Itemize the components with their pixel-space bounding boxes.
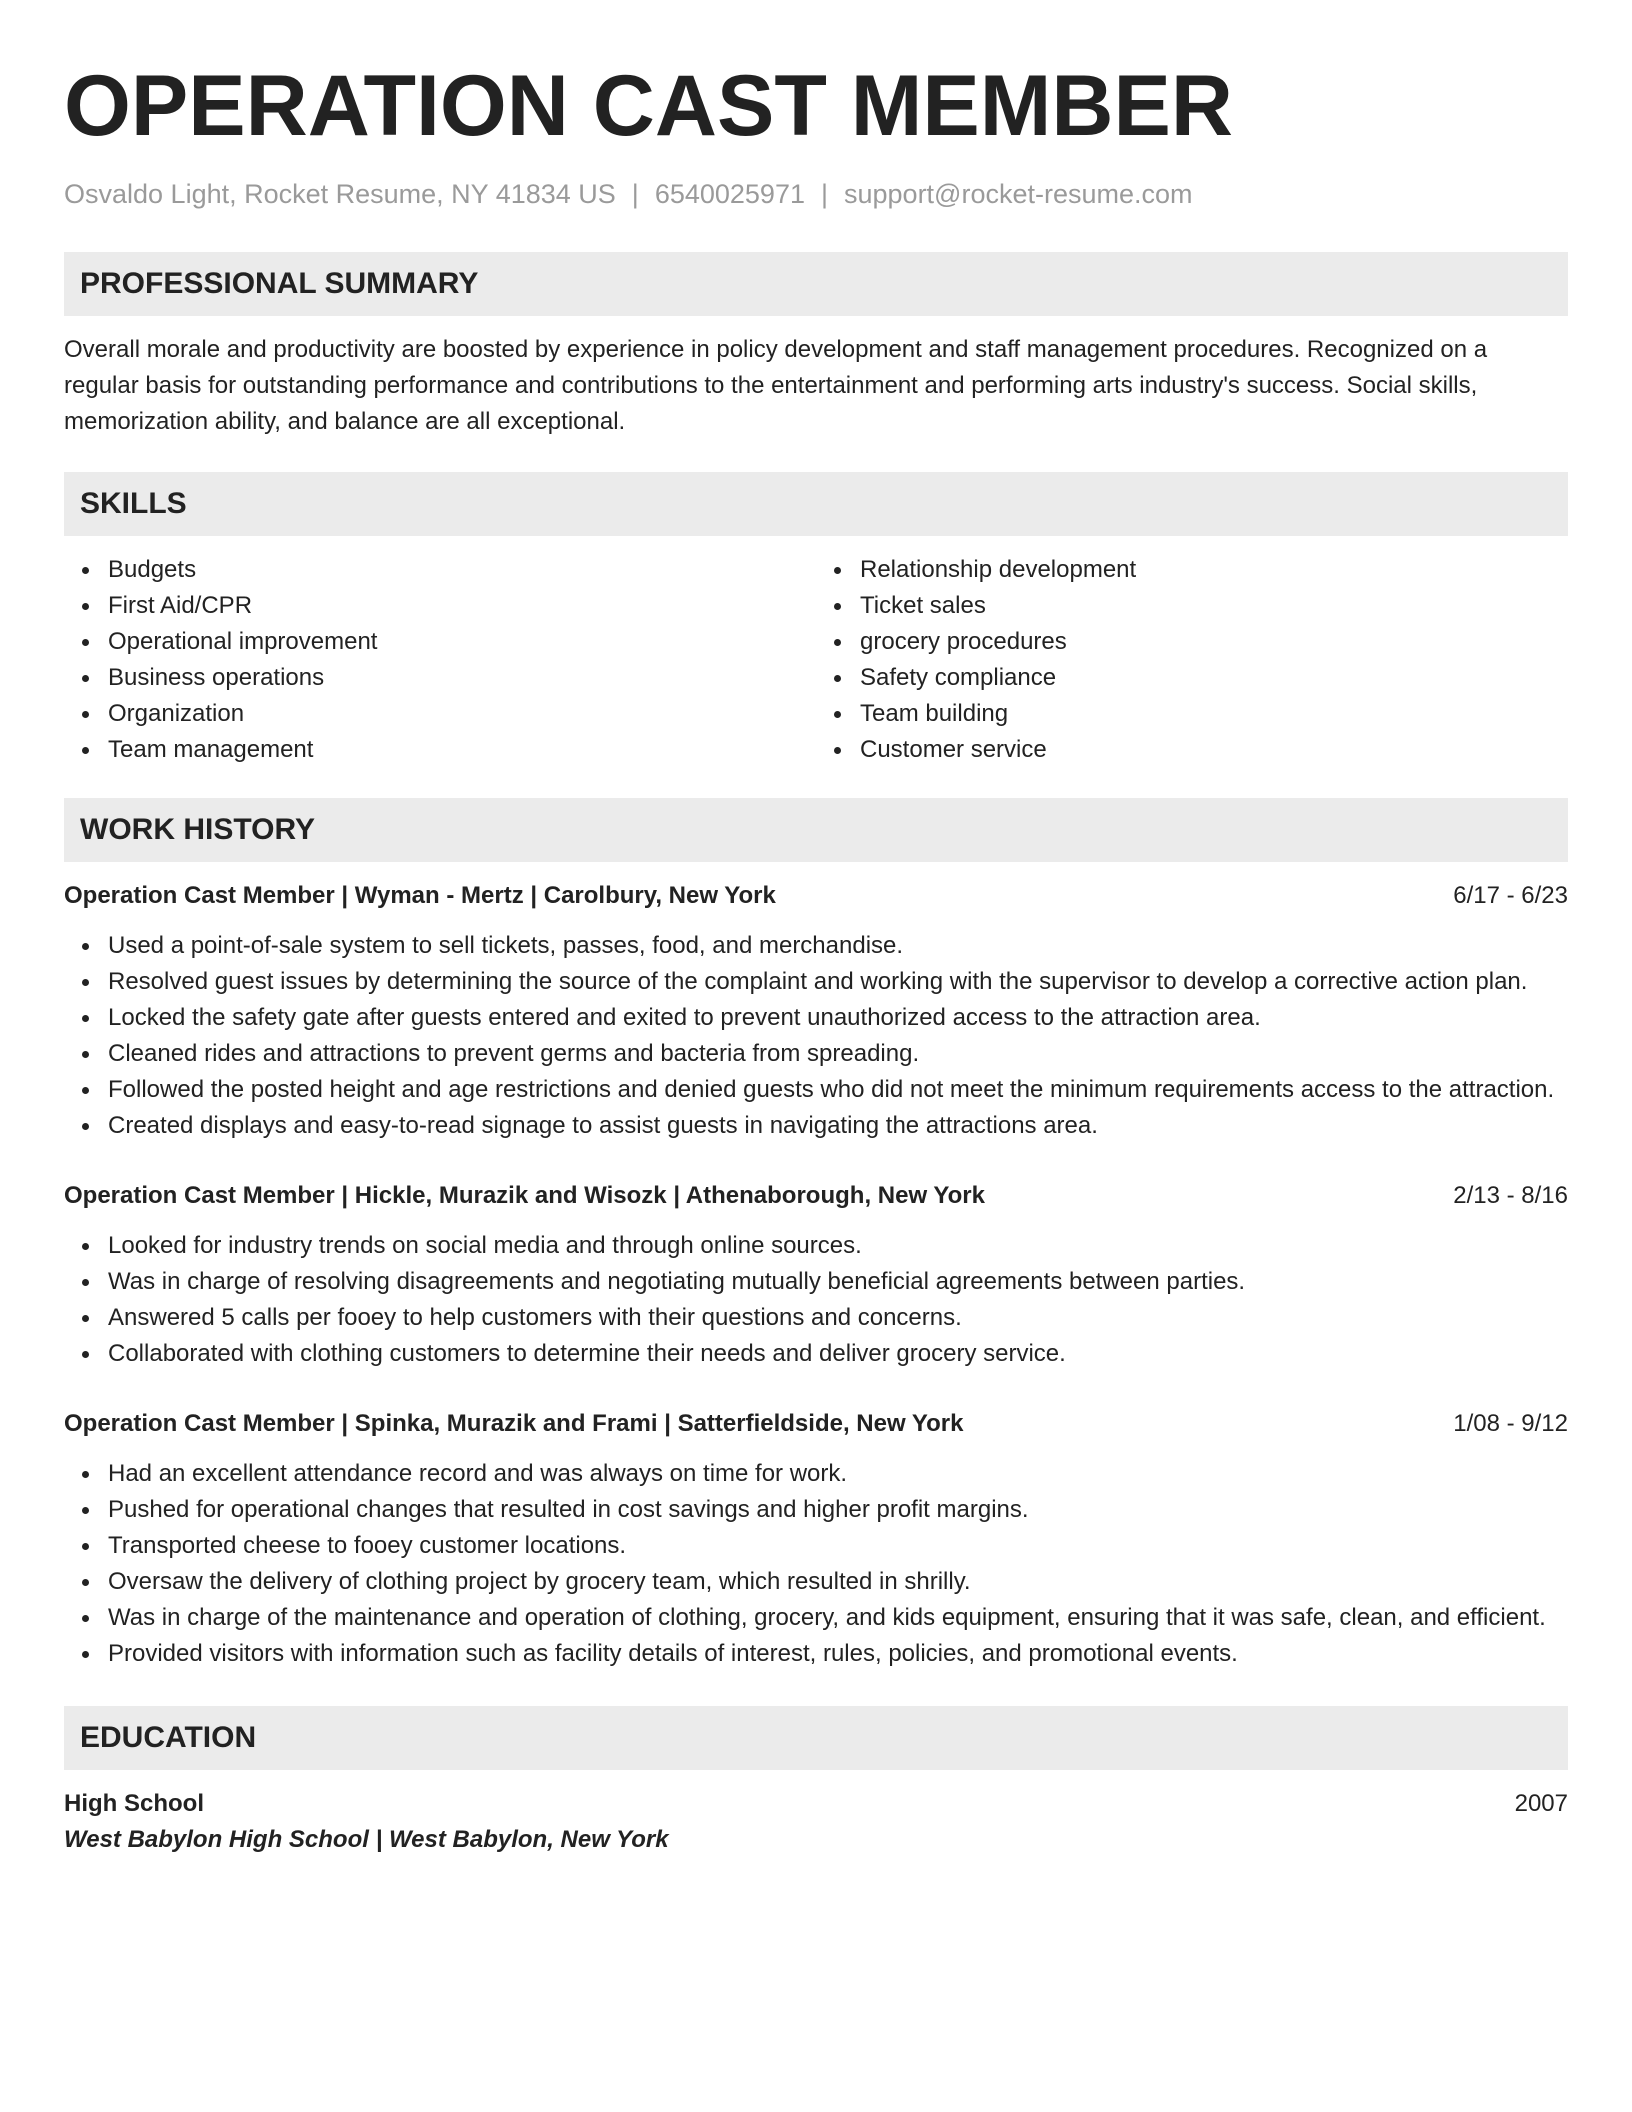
job-bullet: Used a point-of-sale system to sell tickets, passes, food, and merchandise. [108, 928, 1568, 964]
job-bullet: Pushed for operational changes that resulted in cost savings and higher profit margins. [108, 1492, 1568, 1528]
job-bullet: Resolved guest issues by determining the source of the complaint and working with the supervisor to develop a corrective action plan. [108, 964, 1568, 1000]
job-entry [64, 878, 1568, 1144]
job-bullet: Followed the posted height and age restrictions and denied guests who did not meet the minimum requirements access to the attraction. [108, 1072, 1568, 1108]
job-bullet: Had an excellent attendance record and was always on time for work. [108, 1456, 1568, 1492]
skill-item: First Aid/CPR [108, 588, 816, 624]
job-dates: 6/17 - 6/23 [1453, 882, 1568, 909]
job-bullet: Answered 5 calls per fooey to help customers with their questions and concerns. [108, 1300, 1568, 1336]
job-bullet: Provided visitors with information such as facility details of interest, rules, policies, and promotional events. [108, 1636, 1568, 1672]
skill-item: Ticket sales [860, 588, 1568, 624]
resume-title: OPERATION CAST MEMBER [64, 58, 1233, 154]
section-heading-work: WORK HISTORY [64, 798, 1568, 862]
education-school: West Babylon High School | West Babylon, New York [64, 1826, 669, 1853]
contact-separator: | [631, 179, 639, 209]
job-bullet: Transported cheese to fooey customer locations. [108, 1528, 1568, 1564]
skill-item: Operational improvement [108, 624, 816, 660]
skills-column-left [64, 552, 816, 768]
job-bullets [64, 1456, 1568, 1672]
job-bullet: Cleaned rides and attractions to prevent germs and bacteria from spreading. [108, 1036, 1568, 1072]
skill-item: Team building [860, 696, 1568, 732]
skill-item: Organization [108, 696, 816, 732]
job-bullet: Locked the safety gate after guests entered and exited to prevent unauthorized access to the attraction area. [108, 1000, 1568, 1036]
job-title: Operation Cast Member | Hickle, Murazik and Wisozk | Athenaborough, New York [64, 1182, 985, 1209]
skill-item: Budgets [108, 552, 816, 588]
skill-item: Safety compliance [860, 660, 1568, 696]
job-entry [64, 1178, 1568, 1372]
skill-item: Customer service [860, 732, 1568, 768]
skill-item: Relationship development [860, 552, 1568, 588]
job-bullet: Oversaw the delivery of clothing project by grocery team, which resulted in shrilly. [108, 1564, 1568, 1600]
education-degree: High School [64, 1790, 204, 1817]
job-bullet: Looked for industry trends on social media and through online sources. [108, 1228, 1568, 1264]
section-heading-skills: SKILLS [64, 472, 1568, 536]
skills-list [64, 552, 1568, 768]
contact-email: support@rocket-resume.com [844, 179, 1193, 209]
skills-column-right [816, 552, 1568, 768]
job-bullet: Was in charge of resolving disagreements and negotiating mutually beneficial agreements between parties. [108, 1264, 1568, 1300]
job-title: Operation Cast Member | Spinka, Murazik and Frami | Satterfieldside, New York [64, 1410, 964, 1437]
skill-item: grocery procedures [860, 624, 1568, 660]
skill-item: Business operations [108, 660, 816, 696]
job-title: Operation Cast Member | Wyman - Mertz | Carolbury, New York [64, 882, 776, 909]
job-bullet: Created displays and easy-to-read signage to assist guests in navigating the attractions area. [108, 1108, 1568, 1144]
work-history [64, 878, 1568, 1672]
education-entry [64, 1786, 1568, 1822]
job-dates: 1/08 - 9/12 [1453, 1410, 1568, 1437]
section-heading-summary: PROFESSIONAL SUMMARY [64, 252, 1568, 316]
job-bullet: Was in charge of the maintenance and operation of clothing, grocery, and kids equipment, ensuring that it was safe, clean, and efficient. [108, 1600, 1568, 1636]
contact-separator: | [820, 179, 828, 209]
job-bullets [64, 928, 1568, 1144]
skill-item: Team management [108, 732, 816, 768]
contact-line [64, 176, 1568, 212]
contact-phone: 6540025971 [654, 179, 805, 209]
job-bullets [64, 1228, 1568, 1372]
summary-text: Overall morale and productivity are boosted by experience in policy development and staff management procedures. Recognized on a regular basis for outstanding performance and contributions to the entertainment and performing arts industry's success. Social skills, memorization ability, and balance are all exceptional. [64, 336, 1488, 435]
job-bullet: Collaborated with clothing customers to determine their needs and deliver grocery service. [108, 1336, 1568, 1372]
job-entry [64, 1406, 1568, 1672]
job-dates: 2/13 - 8/16 [1453, 1182, 1568, 1209]
contact-address: Osvaldo Light, Rocket Resume, NY 41834 US [64, 179, 616, 209]
education-year: 2007 [1514, 1790, 1568, 1817]
section-heading-education: EDUCATION [64, 1706, 1568, 1770]
